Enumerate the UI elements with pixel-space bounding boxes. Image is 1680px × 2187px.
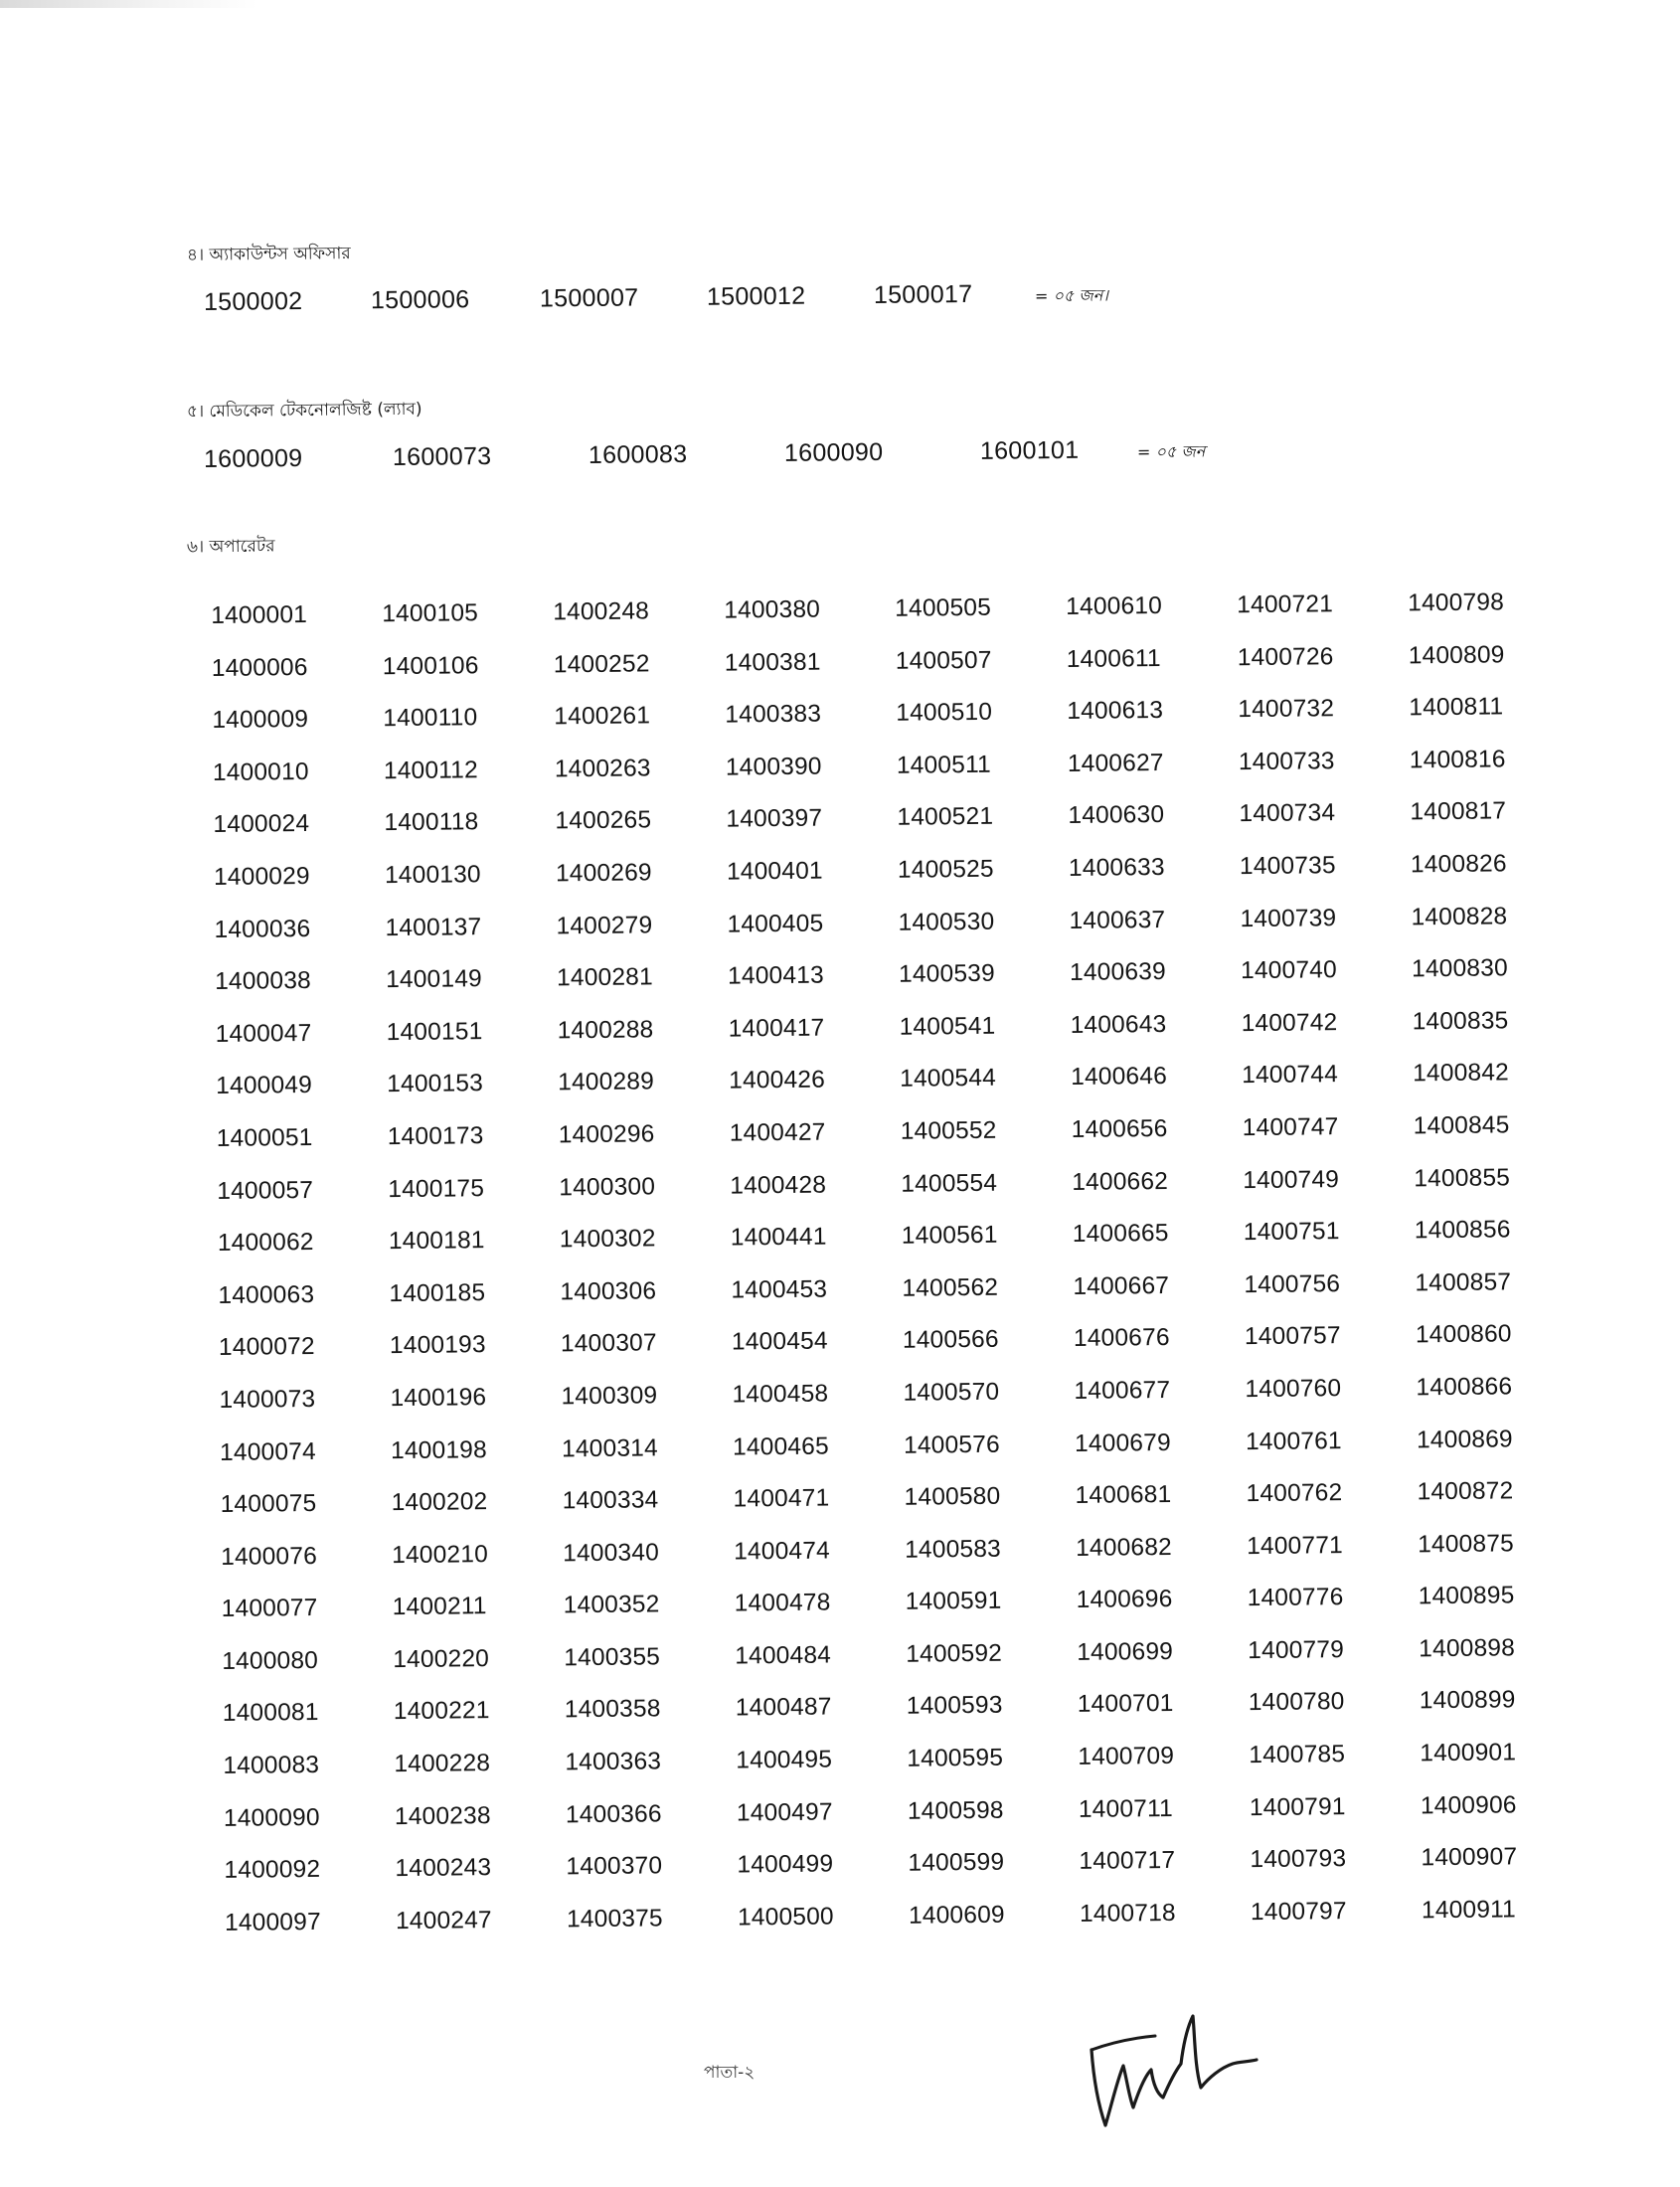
operator-roll-number: 1400397	[726, 804, 823, 833]
operator-roll-number: 1400263	[554, 755, 651, 783]
operator-roll-number: 1400454	[731, 1327, 828, 1356]
page-number: পাতা-২	[704, 2063, 756, 2083]
operator-roll-number: 1400830	[1411, 954, 1508, 983]
operator-roll-number: 1400757	[1244, 1322, 1341, 1351]
operator-roll-number: 1400441	[730, 1223, 827, 1252]
operator-roll-number: 1400696	[1076, 1586, 1173, 1614]
operator-roll-number: 1400633	[1068, 853, 1165, 882]
operator-roll-number: 1400699	[1077, 1637, 1174, 1666]
operator-roll-number: 1400726	[1237, 642, 1334, 671]
operator-roll-number: 1400080	[222, 1646, 319, 1675]
operator-roll-number: 1400599	[908, 1848, 1005, 1877]
operator-roll-number: 1400898	[1419, 1634, 1516, 1663]
operator-roll-number: 1400570	[903, 1378, 1000, 1407]
operator-roll-number: 1400465	[732, 1432, 829, 1461]
operator-roll-number: 1400202	[391, 1488, 488, 1517]
section-heading-operator: ৬। অপারেটর	[186, 536, 275, 558]
operator-roll-number: 1400525	[897, 855, 994, 884]
operator-roll-number: 1400611	[1066, 644, 1161, 673]
operator-roll-number: 1400530	[898, 908, 995, 936]
operator-roll-number: 1400701	[1077, 1690, 1174, 1719]
operator-roll-number: 1400426	[729, 1066, 826, 1094]
section-heading-medical-technologist: ৫। মেডিকেল টেকনোলজিষ্ট (ল্যাব)	[186, 399, 422, 422]
operator-roll-number: 1400740	[1240, 956, 1337, 985]
operator-roll-number: 1400734	[1239, 799, 1336, 828]
operator-roll-number: 1400130	[384, 861, 481, 890]
operator-roll-number: 1400907	[1421, 1843, 1518, 1872]
operator-roll-number: 1400656	[1071, 1114, 1168, 1143]
operator-roll-number: 1400381	[724, 648, 821, 677]
operator-roll-number: 1400643	[1070, 1010, 1167, 1039]
operator-roll-number: 1400334	[562, 1486, 659, 1515]
operator-roll-number: 1400074	[219, 1437, 316, 1466]
operator-roll-number: 1400855	[1414, 1163, 1511, 1192]
operator-roll-number: 1400598	[907, 1796, 1004, 1825]
operator-roll-number: 1400895	[1418, 1582, 1515, 1610]
operator-roll-number: 1400252	[553, 649, 650, 678]
operator-roll-number: 1400383	[725, 700, 822, 729]
operator-roll-number: 1400630	[1068, 801, 1165, 830]
operator-roll-number: 1400265	[555, 806, 652, 835]
operator-roll-number: 1400580	[904, 1482, 1001, 1511]
operator-roll-number: 1400110	[383, 704, 478, 733]
operator-roll-number: 1400175	[388, 1174, 485, 1203]
operator-roll-number: 1400063	[218, 1280, 315, 1309]
operator-roll-number: 1400401	[726, 857, 823, 886]
operator-roll-number: 1400097	[224, 1908, 321, 1936]
operator-roll-number: 1400296	[558, 1120, 655, 1149]
operator-roll-number: 1400760	[1245, 1375, 1342, 1404]
operator-roll-number: 1400562	[902, 1273, 999, 1302]
operator-roll-number: 1400105	[382, 599, 479, 628]
operator-roll-number: 1400761	[1245, 1427, 1342, 1455]
operator-roll-number: 1400872	[1417, 1477, 1514, 1506]
operator-roll-number: 1400510	[896, 698, 993, 727]
operator-roll-number: 1400583	[905, 1535, 1002, 1564]
operator-roll-number: 1400875	[1417, 1530, 1515, 1559]
operator-roll-number: 1400220	[393, 1645, 490, 1674]
operator-roll-number: 1400228	[394, 1750, 491, 1778]
operator-roll-number: 1400352	[563, 1591, 660, 1619]
operator-roll-number: 1400592	[906, 1639, 1003, 1668]
roll-number: 1500017	[873, 279, 973, 309]
operator-roll-number: 1400739	[1240, 904, 1337, 932]
operator-roll-number: 1400539	[898, 959, 996, 988]
operator-roll-number: 1400487	[735, 1693, 832, 1723]
operator-roll-table	[211, 577, 1593, 1950]
operator-roll-number: 1400811	[1409, 693, 1504, 722]
operator-roll-number: 1400009	[212, 706, 309, 735]
operator-roll-number: 1400221	[393, 1697, 490, 1726]
operator-roll-number: 1400269	[555, 859, 652, 888]
operator-roll-number: 1400762	[1246, 1479, 1343, 1508]
operator-roll-number: 1400300	[559, 1172, 656, 1201]
operator-roll-number: 1400676	[1073, 1324, 1170, 1353]
operator-roll-number: 1400499	[737, 1850, 834, 1879]
operator-roll-number: 1400742	[1241, 1008, 1338, 1037]
operator-roll-number: 1400289	[558, 1068, 655, 1096]
operator-roll-number: 1400677	[1074, 1376, 1171, 1405]
operator-roll-number: 1400610	[1066, 591, 1163, 620]
operator-roll-number: 1400137	[385, 913, 482, 941]
operator-roll-number: 1400544	[900, 1065, 997, 1094]
operator-roll-number: 1400756	[1244, 1269, 1341, 1298]
operator-roll-number: 1400552	[900, 1116, 997, 1145]
operator-roll-number: 1400866	[1416, 1373, 1513, 1402]
operator-roll-number: 1400561	[901, 1221, 998, 1250]
operator-roll-number: 1400306	[560, 1277, 657, 1306]
medical-technologist-id-row	[204, 434, 1206, 476]
operator-roll-number: 1400835	[1412, 1007, 1509, 1036]
operator-roll-number: 1400595	[907, 1744, 1004, 1772]
operator-roll-number: 1400427	[729, 1118, 826, 1147]
operator-roll-number: 1400458	[732, 1380, 829, 1409]
operator-roll-number: 1400072	[218, 1333, 315, 1362]
operator-roll-number: 1400309	[561, 1382, 658, 1411]
operator-roll-number: 1400314	[561, 1433, 658, 1462]
operator-roll-number: 1400797	[1250, 1897, 1347, 1926]
operator-roll-number: 1400682	[1075, 1533, 1173, 1562]
operator-roll-number: 1400709	[1078, 1742, 1175, 1770]
operator-roll-number: 1400733	[1238, 747, 1335, 775]
operator-roll-number: 1400718	[1079, 1899, 1176, 1928]
operator-roll-number: 1400751	[1243, 1218, 1340, 1247]
operator-roll-number: 1400363	[565, 1748, 662, 1776]
operator-roll-number: 1400798	[1408, 589, 1505, 617]
operator-roll-number: 1400735	[1239, 852, 1336, 881]
operator-roll-number: 1400024	[213, 810, 310, 839]
operator-roll-number: 1400151	[386, 1017, 483, 1046]
operator-roll-number: 1400484	[735, 1641, 832, 1670]
operator-roll-number: 1400749	[1243, 1165, 1340, 1194]
operator-roll-number: 1400057	[217, 1176, 314, 1205]
operator-roll-number: 1400826	[1410, 850, 1507, 879]
operator-roll-number: 1400261	[554, 702, 651, 731]
operator-roll-number: 1400857	[1415, 1268, 1512, 1297]
operator-roll-number: 1400375	[566, 1905, 663, 1934]
operator-roll-number: 1400791	[1249, 1792, 1346, 1821]
operator-roll-number: 1400390	[725, 753, 822, 781]
operator-roll-number: 1400077	[221, 1595, 318, 1623]
operator-roll-number: 1400474	[734, 1537, 831, 1566]
operator-roll-number: 1400500	[737, 1903, 834, 1932]
operator-roll-number: 1400153	[387, 1070, 484, 1098]
operator-roll-number: 1400665	[1072, 1220, 1169, 1249]
operator-roll-number: 1400816	[1409, 746, 1506, 774]
operator-roll-number: 1400554	[901, 1169, 998, 1198]
operator-roll-number: 1400358	[564, 1695, 661, 1724]
operator-roll-number: 1400899	[1419, 1686, 1516, 1715]
operator-roll-number: 1400010	[212, 757, 309, 786]
operator-roll-number: 1400210	[392, 1540, 489, 1569]
operator-roll-number: 1400185	[389, 1278, 486, 1307]
operator-roll-number: 1400049	[216, 1072, 313, 1100]
operator-roll-number: 1400243	[395, 1854, 492, 1883]
operator-roll-number: 1400809	[1408, 640, 1505, 669]
operator-roll-number: 1400075	[220, 1490, 317, 1519]
accounts-officer-id-row	[204, 278, 1108, 319]
section-total: = ০৫ জন	[1136, 441, 1206, 462]
operator-roll-number: 1400828	[1411, 902, 1508, 930]
roll-number: 1500006	[370, 285, 470, 315]
operator-roll-number: 1400112	[383, 756, 479, 784]
operator-roll-number: 1400149	[385, 965, 483, 994]
operator-roll-number: 1400613	[1067, 697, 1164, 726]
operator-roll-number: 1400842	[1413, 1059, 1510, 1088]
operator-roll-number: 1400845	[1413, 1111, 1510, 1140]
operator-roll-number: 1400662	[1072, 1167, 1169, 1196]
operator-roll-number: 1400076	[221, 1542, 318, 1571]
operator-roll-number: 1400717	[1079, 1847, 1176, 1876]
operator-roll-number: 1400038	[214, 967, 312, 996]
operator-roll-number: 1400681	[1075, 1481, 1172, 1510]
section-heading-accounts-officer: ৪। অ্যাকাউন্টস অফিসার	[186, 244, 351, 265]
operator-roll-number: 1400073	[219, 1385, 316, 1414]
operator-roll-number: 1400083	[223, 1751, 320, 1779]
operator-roll-number: 1400001	[211, 600, 308, 629]
operator-roll-number: 1400173	[387, 1122, 484, 1151]
operator-roll-number: 1400639	[1069, 958, 1166, 987]
roll-number: 1600073	[392, 441, 492, 472]
operator-roll-number: 1400901	[1420, 1739, 1517, 1767]
operator-roll-number: 1400637	[1069, 906, 1166, 934]
operator-roll-number: 1400118	[384, 808, 479, 837]
operator-roll-number: 1400247	[395, 1906, 492, 1935]
operator-roll-number: 1400779	[1248, 1635, 1345, 1665]
operator-roll-number: 1400281	[556, 963, 654, 992]
operator-roll-number: 1400340	[563, 1539, 660, 1568]
operator-roll-number: 1400288	[557, 1016, 654, 1045]
operator-roll-number: 1400679	[1074, 1429, 1171, 1457]
roll-number: 1600101	[979, 435, 1080, 465]
operator-roll-number: 1400428	[730, 1171, 827, 1200]
operator-roll-number: 1400181	[388, 1227, 485, 1256]
operator-roll-number: 1400609	[908, 1901, 1005, 1930]
operator-roll-number: 1400193	[389, 1331, 486, 1360]
operator-roll-number: 1400869	[1416, 1425, 1513, 1453]
operator-roll-number: 1400591	[905, 1588, 1002, 1616]
roll-number: 1600009	[203, 443, 303, 473]
operator-roll-number: 1400495	[736, 1746, 833, 1774]
operator-roll-number: 1400307	[560, 1329, 657, 1358]
operator-roll-number: 1400860	[1415, 1320, 1512, 1349]
operator-roll-number: 1400776	[1247, 1584, 1344, 1612]
operator-roll-number: 1400081	[222, 1699, 319, 1728]
section-total: = ০৫ জন।	[1034, 285, 1109, 306]
operator-roll-number: 1400856	[1414, 1216, 1511, 1245]
operator-roll-number: 1400793	[1250, 1845, 1347, 1874]
operator-roll-number: 1400566	[902, 1326, 999, 1355]
operator-roll-number: 1400248	[553, 597, 650, 626]
operator-roll-number: 1400505	[895, 593, 992, 622]
operator-roll-number: 1400062	[217, 1229, 314, 1258]
operator-roll-number: 1400471	[733, 1484, 830, 1513]
operator-roll-number: 1400380	[724, 595, 821, 624]
operator-roll-number: 1400627	[1067, 749, 1164, 777]
operator-roll-number: 1400198	[390, 1435, 487, 1464]
operator-roll-number: 1400576	[903, 1430, 1000, 1459]
operator-roll-number: 1400747	[1242, 1113, 1339, 1142]
operator-roll-number: 1400090	[223, 1803, 320, 1832]
operator-roll-number: 1400721	[1237, 590, 1334, 619]
operator-roll-number: 1400478	[734, 1589, 831, 1617]
operator-roll-number: 1400906	[1420, 1790, 1517, 1819]
roll-number: 1600090	[783, 437, 884, 467]
operator-roll-number: 1400051	[216, 1123, 313, 1152]
operator-roll-number: 1400453	[731, 1275, 828, 1304]
operator-roll-number: 1400196	[390, 1384, 487, 1413]
operator-roll-number: 1400092	[224, 1856, 321, 1885]
operator-roll-number: 1400029	[213, 862, 310, 891]
operator-roll-number: 1400593	[906, 1692, 1003, 1721]
operator-roll-number: 1400370	[566, 1852, 663, 1881]
operator-roll-number: 1400646	[1071, 1063, 1168, 1092]
roll-number: 1500007	[539, 283, 639, 313]
operator-roll-number: 1400036	[214, 915, 311, 943]
operator-roll-number: 1400006	[211, 653, 308, 682]
operator-roll-number: 1400211	[392, 1593, 487, 1621]
scan-edge-shadow	[0, 0, 258, 8]
operator-roll-number: 1400507	[895, 646, 992, 675]
operator-roll-number: 1400417	[728, 1014, 825, 1043]
operator-roll-number: 1400405	[727, 910, 824, 938]
operator-roll-number: 1400744	[1242, 1061, 1339, 1090]
operator-roll-number: 1400047	[215, 1019, 312, 1048]
operator-roll-number: 1400785	[1249, 1741, 1346, 1769]
operator-roll-number: 1400366	[565, 1799, 662, 1828]
roll-number: 1500012	[706, 281, 806, 311]
roll-number: 1600083	[588, 439, 688, 469]
operator-roll-number: 1400106	[382, 651, 479, 680]
operator-roll-number: 1400279	[556, 911, 653, 939]
operator-roll-number: 1400355	[564, 1643, 661, 1672]
operator-roll-number: 1400413	[727, 961, 825, 990]
operator-roll-number: 1400911	[1421, 1896, 1517, 1925]
operator-roll-number: 1400667	[1073, 1271, 1170, 1300]
operator-roll-number: 1400521	[897, 803, 994, 832]
operator-roll-number: 1400497	[736, 1798, 833, 1827]
signature-mark	[1084, 1998, 1262, 2147]
operator-roll-number: 1400238	[394, 1801, 491, 1830]
operator-roll-number: 1400771	[1246, 1531, 1344, 1560]
operator-roll-number: 1400302	[559, 1225, 656, 1254]
roll-number: 1500002	[203, 286, 303, 316]
operator-roll-number: 1400817	[1410, 797, 1507, 826]
operator-roll-number: 1400511	[896, 751, 991, 779]
operator-roll-number: 1400711	[1078, 1794, 1173, 1823]
operator-roll-number: 1400732	[1238, 695, 1335, 724]
operator-roll-number: 1400780	[1248, 1688, 1345, 1717]
operator-roll-number: 1400541	[899, 1012, 996, 1041]
